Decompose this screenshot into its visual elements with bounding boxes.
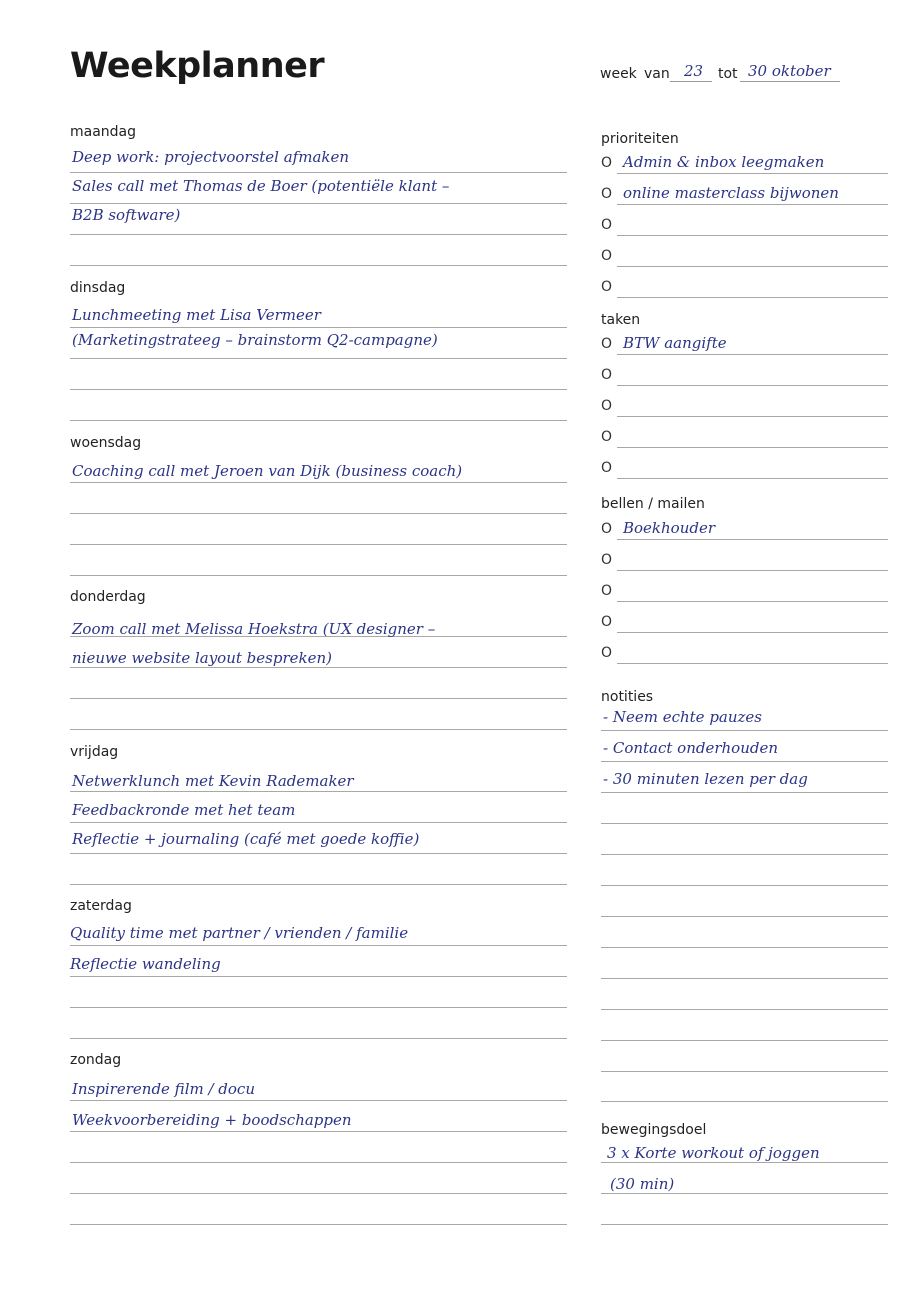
day-entry[interactable]: Zoom call met Melissa Hoekstra (UX designer –	[72, 620, 436, 638]
day-entry[interactable]: Quality time met partner / vrienden / familie	[70, 924, 409, 942]
line	[70, 203, 567, 204]
line	[70, 976, 567, 977]
line	[70, 575, 567, 576]
line	[70, 1007, 567, 1008]
line	[617, 235, 888, 236]
line	[70, 1100, 567, 1101]
line	[617, 204, 888, 205]
bellen-text[interactable]: Boekhouder	[623, 519, 716, 537]
line	[70, 1131, 567, 1132]
line	[617, 447, 888, 448]
checkbox-circle-icon[interactable]: O	[601, 521, 613, 537]
checkbox-circle-icon[interactable]: O	[601, 398, 613, 414]
day-label: vrijdag	[70, 744, 119, 760]
line	[70, 327, 567, 328]
line	[70, 853, 567, 854]
day-entry[interactable]: Reflectie + journaling (café met goede koffie)	[72, 830, 420, 848]
day-entry[interactable]: Deep work: projectvoorstel afmaken	[72, 148, 350, 166]
line	[617, 354, 888, 355]
line	[601, 792, 888, 793]
line	[70, 667, 567, 668]
taken-label: taken	[601, 312, 641, 328]
day-entry[interactable]: Reflectie wandeling	[70, 955, 221, 973]
notitie-entry[interactable]: - Neem echte pauzes	[603, 708, 763, 726]
line	[617, 663, 888, 664]
line	[70, 482, 567, 483]
line	[601, 1040, 888, 1041]
from-underline	[670, 81, 712, 82]
line	[601, 823, 888, 824]
line	[70, 234, 567, 235]
line	[617, 570, 888, 571]
day-entry[interactable]: Feedbackronde met het team	[72, 801, 296, 819]
line	[601, 978, 888, 979]
to-underline	[740, 81, 840, 82]
line	[617, 385, 888, 386]
bellen-item[interactable]	[601, 552, 888, 572]
checkbox-circle-icon[interactable]: O	[601, 614, 613, 630]
line	[70, 1193, 567, 1194]
line	[70, 389, 567, 390]
page-title: Weekplanner	[70, 46, 325, 86]
line	[70, 513, 567, 514]
prioriteit-item[interactable]	[601, 186, 888, 206]
taak-text[interactable]: BTW aangifte	[623, 334, 727, 352]
line	[70, 358, 567, 359]
checkbox-circle-icon[interactable]: O	[601, 367, 613, 383]
line	[617, 539, 888, 540]
checkbox-circle-icon[interactable]: O	[601, 279, 613, 295]
line	[70, 1162, 567, 1163]
bellen-item[interactable]	[601, 521, 888, 541]
checkbox-circle-icon[interactable]: O	[601, 583, 613, 599]
week-label: week	[600, 66, 637, 82]
line	[601, 1193, 888, 1194]
checkbox-circle-icon[interactable]: O	[601, 460, 613, 476]
bellen-item[interactable]	[601, 645, 888, 665]
bewegingsdoel-entry[interactable]: (30 min)	[610, 1175, 675, 1193]
day-entry[interactable]: Netwerklunch met Kevin Rademaker	[72, 772, 354, 790]
day-entry[interactable]: Weekvoorbereiding + boodschappen	[72, 1111, 352, 1129]
line	[617, 297, 888, 298]
line	[601, 1071, 888, 1072]
line	[601, 854, 888, 855]
day-label: maandag	[70, 124, 137, 140]
checkbox-circle-icon[interactable]: O	[601, 336, 613, 352]
day-label: donderdag	[70, 589, 146, 605]
line	[601, 730, 888, 731]
line	[70, 791, 567, 792]
line	[70, 822, 567, 823]
line	[70, 884, 567, 885]
line	[601, 1162, 888, 1163]
to-value[interactable]: 30 oktober	[748, 62, 831, 80]
line	[617, 173, 888, 174]
taak-item[interactable]	[601, 367, 888, 387]
checkbox-circle-icon[interactable]: O	[601, 248, 613, 264]
prioriteit-item[interactable]	[601, 155, 888, 175]
from-label: van	[644, 66, 670, 82]
line	[601, 916, 888, 917]
line	[601, 947, 888, 948]
line	[70, 172, 567, 173]
day-entry[interactable]: Coaching call met Jeroen van Dijk (business coach)	[72, 462, 463, 480]
day-entry[interactable]: (Marketingstrateeg – brainstorm Q2-campagne)	[72, 331, 438, 349]
line	[70, 1038, 567, 1039]
checkbox-circle-icon[interactable]: O	[601, 217, 613, 233]
checkbox-circle-icon[interactable]: O	[601, 552, 613, 568]
bellen-item[interactable]	[601, 614, 888, 634]
prioriteit-item[interactable]	[601, 217, 888, 237]
day-label: woensdag	[70, 435, 142, 451]
line	[601, 1101, 888, 1102]
day-entry[interactable]: Lunchmeeting met Lisa Vermeer	[72, 306, 321, 324]
prioriteit-item[interactable]	[601, 248, 888, 268]
checkbox-circle-icon[interactable]: O	[601, 186, 613, 202]
taak-item[interactable]	[601, 336, 888, 356]
bewegingsdoel-entry[interactable]: 3 x Korte workout of joggen	[607, 1144, 820, 1162]
line	[617, 416, 888, 417]
line	[617, 266, 888, 267]
day-entry[interactable]: Sales call met Thomas de Boer (potentiële klant –	[72, 177, 450, 195]
line	[70, 698, 567, 699]
notities-label: notities	[601, 689, 654, 705]
line	[70, 729, 567, 730]
day-label: dinsdag	[70, 280, 126, 296]
prioriteit-item[interactable]	[601, 279, 888, 299]
prioriteit-text[interactable]: Admin & inbox leegmaken	[623, 153, 825, 171]
line	[617, 601, 888, 602]
checkbox-circle-icon[interactable]: O	[601, 645, 613, 661]
line	[601, 1224, 888, 1225]
notitie-entry[interactable]: - Contact onderhouden	[603, 739, 779, 757]
day-entry[interactable]: nieuwe website layout bespreken)	[72, 649, 332, 667]
prioriteit-text[interactable]: online masterclass bijwonen	[623, 184, 839, 202]
line	[601, 885, 888, 886]
from-value[interactable]: 23	[684, 62, 704, 80]
taak-item[interactable]	[601, 460, 888, 480]
line	[617, 478, 888, 479]
line	[70, 945, 567, 946]
taak-item[interactable]	[601, 429, 888, 449]
bellen-label: bellen / mailen	[601, 496, 705, 512]
notitie-entry[interactable]: - 30 minuten lezen per dag	[603, 770, 808, 788]
line	[601, 1009, 888, 1010]
prioriteiten-label: prioriteiten	[601, 131, 679, 147]
taak-item[interactable]	[601, 398, 888, 418]
day-label: zaterdag	[70, 898, 132, 914]
bewegingsdoel-label: bewegingsdoel	[601, 1122, 707, 1138]
checkbox-circle-icon[interactable]: O	[601, 155, 613, 171]
line	[617, 632, 888, 633]
line	[70, 1224, 567, 1225]
line	[70, 544, 567, 545]
bellen-item[interactable]	[601, 583, 888, 603]
line	[70, 265, 567, 266]
checkbox-circle-icon[interactable]: O	[601, 429, 613, 445]
day-entry[interactable]: Inspirerende film / docu	[72, 1080, 255, 1098]
day-label: zondag	[70, 1052, 122, 1068]
day-entry[interactable]: B2B software)	[72, 206, 181, 224]
to-label: tot	[718, 66, 738, 82]
line	[70, 420, 567, 421]
line	[601, 761, 888, 762]
